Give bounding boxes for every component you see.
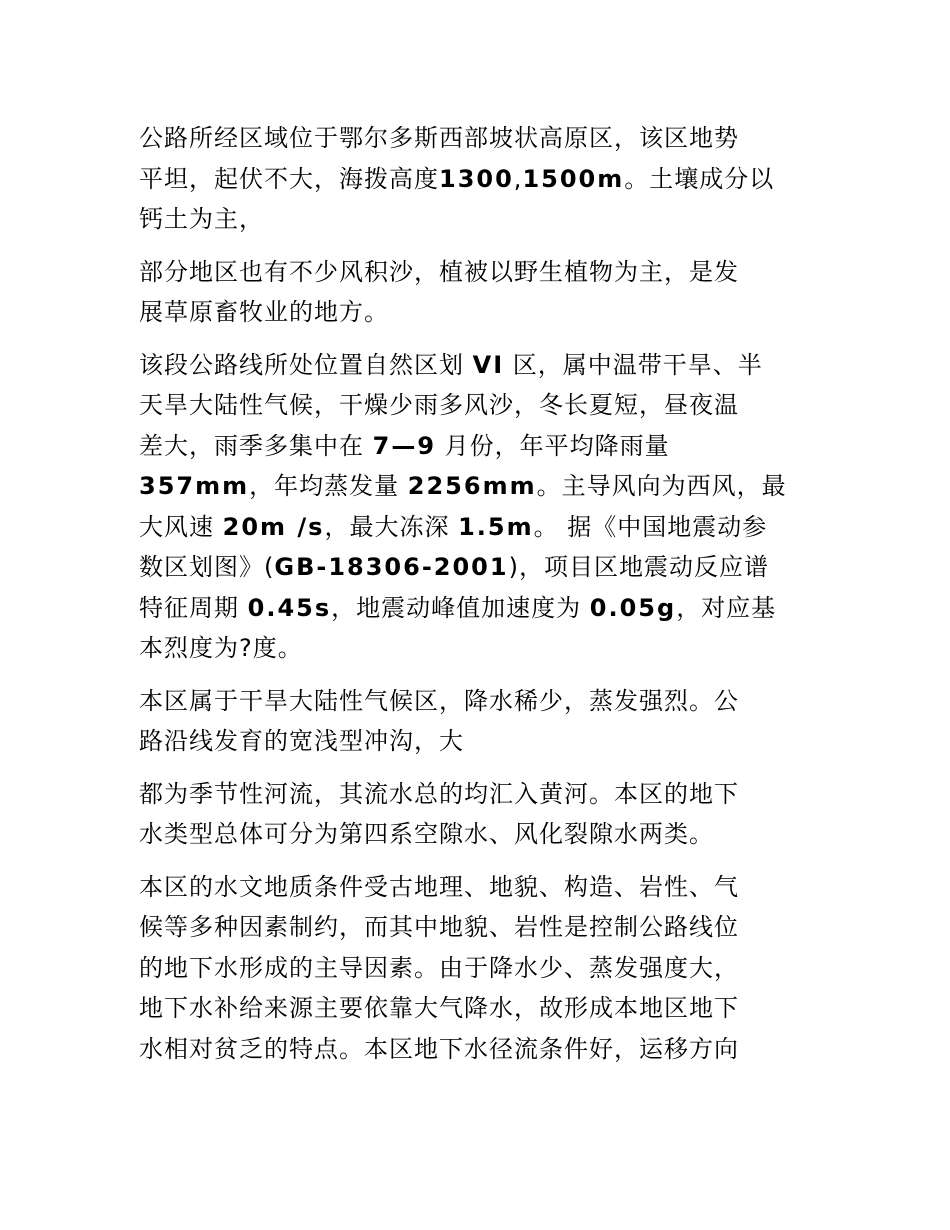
text-line <box>139 988 811 1029</box>
text-run: 候等多种因素制约，而其中地貌、岩性是控制公路线位 <box>139 913 739 941</box>
text-line <box>139 628 811 669</box>
text-run: 该段公路线所处位置自然区划 <box>139 350 473 379</box>
paragraph <box>139 118 811 240</box>
text-line <box>139 547 811 588</box>
bold-value: 2256mm <box>407 472 537 500</box>
bold-value: 0.45s <box>247 593 332 622</box>
paragraph <box>139 252 811 333</box>
text-run: 本区属于干旱大陆性气候区，降水稀少，蒸发强烈。公 <box>139 686 739 715</box>
document-body <box>139 118 811 1081</box>
text-run: ，年均蒸发量 <box>249 472 408 500</box>
text-run: 平坦，起伏不大，海拨高度 <box>139 164 439 193</box>
text-run: 天旱大陆性气候，干燥少雨多风沙，冬长夏短，昼夜温 <box>139 391 739 419</box>
text-run: 特征周期 <box>139 593 248 622</box>
text-run: 都为季节性河流，其流水总的均汇入黄河。本区的地下 <box>139 779 739 808</box>
text-run: 公路所经区域位于鄂尔多斯西部坡状高原区，该区地势 <box>139 124 739 152</box>
text-line <box>139 118 811 159</box>
text-run: 。 据《中国地震动参 <box>533 512 768 541</box>
text-run: 钙土为主， <box>139 205 264 233</box>
text-run: ，最大冻深 <box>324 512 459 541</box>
text-line <box>139 1029 811 1070</box>
text-run: 。土壤成分以 <box>624 164 775 193</box>
paragraph <box>139 774 811 855</box>
text-line <box>139 507 811 548</box>
text-line <box>139 252 811 293</box>
text-run: 路沿线发育的宽浅型冲沟，大 <box>139 727 464 755</box>
paragraph <box>139 681 811 762</box>
text-run: 本区的水文地质条件受古地理、地貌、构造、岩性、气 <box>139 872 739 901</box>
text-line <box>139 721 811 762</box>
text-run: , <box>513 164 523 193</box>
bold-value: 1.5m <box>458 512 534 541</box>
bold-value: 1300 <box>439 164 514 193</box>
text-run: 本烈度为?度。 <box>139 634 303 662</box>
text-line <box>139 588 811 629</box>
text-line <box>139 466 811 507</box>
text-run: ，地震动峰值加速度为 <box>331 593 590 622</box>
text-line <box>139 199 811 240</box>
text-line <box>139 774 811 815</box>
bold-value: GB-18306-2001 <box>274 553 509 581</box>
paragraph <box>139 867 811 1070</box>
text-run: 月份，年平均降雨量 <box>436 431 670 460</box>
bold-value: 20m /s <box>222 512 325 541</box>
text-run: 水类型总体可分为第四系空隙水、风化裂隙水两类。 <box>139 820 714 848</box>
text-line <box>139 426 811 467</box>
text-run: 大风速 <box>139 512 223 541</box>
text-line <box>139 948 811 989</box>
text-run: 区，属中温带干旱、半 <box>504 350 763 379</box>
text-run: 的地下水形成的主导因素。由于降水少、蒸发强度大， <box>139 953 739 982</box>
bold-value: VI <box>472 350 505 379</box>
text-run: )，项目区地震动反应谱 <box>508 553 769 581</box>
text-line <box>139 814 811 855</box>
bold-value: 7—9 <box>372 431 437 460</box>
text-line <box>139 345 811 386</box>
bold-value: 357mm <box>139 472 250 500</box>
text-run: 水相对贫乏的特点。本区地下水径流条件好，运移方向 <box>139 1034 739 1063</box>
text-run: ，对应基 <box>676 593 777 622</box>
bold-value: 0.05g <box>589 593 677 622</box>
text-run: 展草原畜牧业的地方。 <box>139 298 389 326</box>
text-run: 。主导风向为西风，最 <box>536 472 787 500</box>
text-line <box>139 681 811 722</box>
text-run: 部分地区也有不少风积沙，植被以野生植物为主，是发 <box>139 257 739 286</box>
text-run: 地下水补给来源主要依靠大气降水，故形成本地区地下 <box>139 994 739 1022</box>
paragraph <box>139 345 811 669</box>
text-run: 数区划图》( <box>139 553 275 581</box>
bold-value: 1500m <box>522 164 625 193</box>
text-line <box>139 292 811 333</box>
text-line <box>139 159 811 200</box>
text-run: 差大，雨季多集中在 <box>139 431 373 460</box>
text-line <box>139 907 811 948</box>
text-line <box>139 385 811 426</box>
text-line <box>139 867 811 908</box>
